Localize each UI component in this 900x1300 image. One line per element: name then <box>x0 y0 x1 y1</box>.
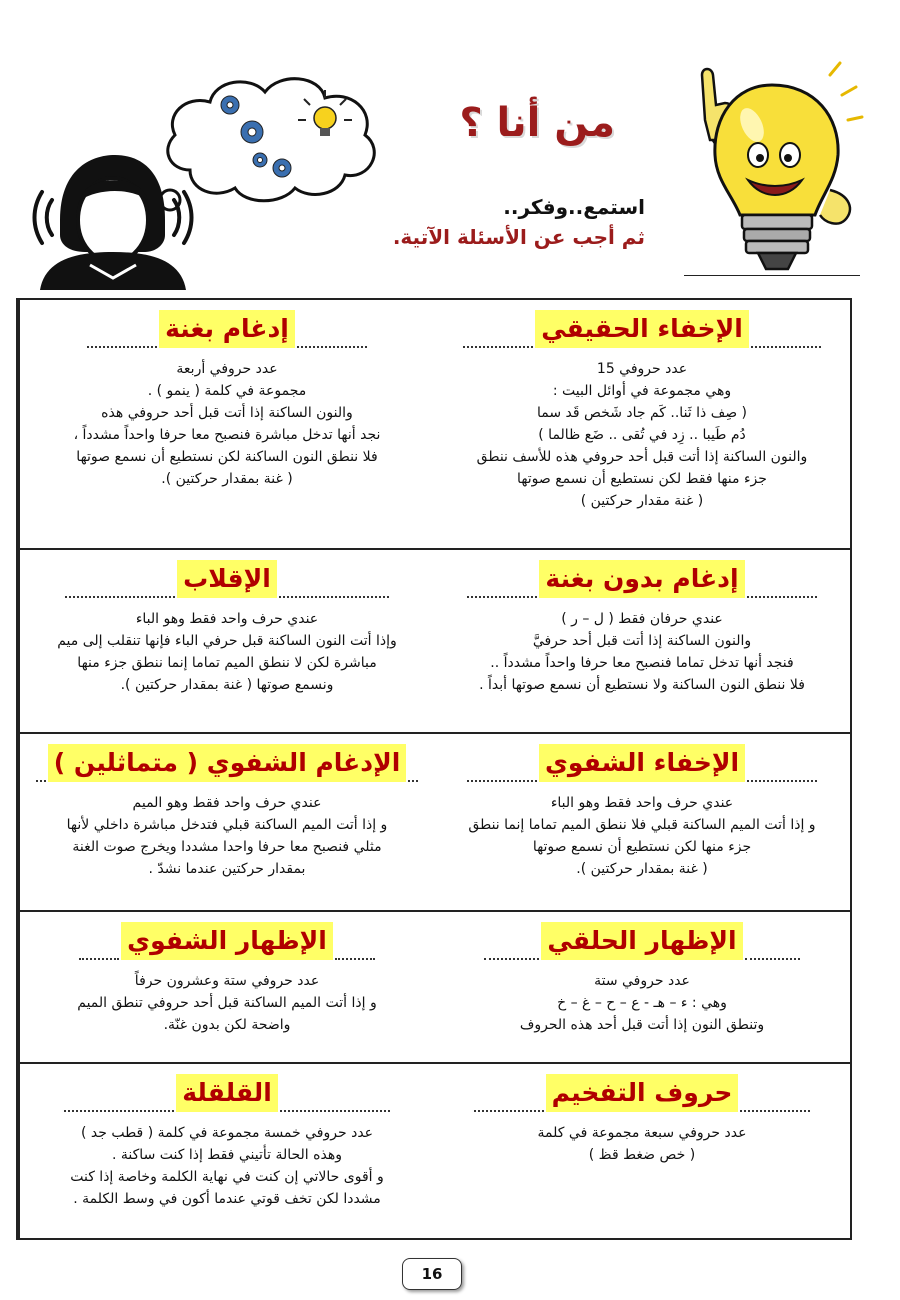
answer-blank <box>297 322 367 348</box>
page-title: من أنا ؟ <box>459 100 615 146</box>
card-line: والنون الساكنة إذا أتت قبل أحد حرفيَّ <box>532 633 752 649</box>
card-body <box>34 1122 420 1210</box>
answer-blank <box>79 934 119 960</box>
card-line: وهذه الحالة تأتيني فقط إذا كنت ساكنة . <box>112 1147 342 1163</box>
card-idgham-no-ghunna <box>434 550 850 732</box>
card-body <box>34 608 420 696</box>
card-line: و إذا أتت الميم الساكنة قبلي فتدخل مباشرة داخلي لأنها <box>66 817 388 833</box>
card-izhar-halqi <box>434 912 850 1062</box>
card-body <box>448 608 836 696</box>
card-line: فلا ننطق النون الساكنة ولا نستطيع أن نسمع صوتها أبداً . <box>479 677 805 693</box>
card-qalqala <box>18 1064 434 1238</box>
card-body <box>34 970 420 1036</box>
card-line: عندي حرفان فقط ( ل – ر ) <box>561 611 723 627</box>
card-line: عندي حرف واحد فقط وهو الباء <box>135 611 319 627</box>
card-line: عدد حروفي خمسة مجموعة في كلمة ( قطب جد ) <box>80 1125 374 1141</box>
page-header <box>0 0 900 290</box>
card-line: وإذا أتت النون الساكنة قبل حرفي الباء فإنها تنقلب إلى ميم <box>57 633 397 649</box>
card-line: وهي مجموعة في أوائل البيت : <box>552 383 732 399</box>
thinking-person-illustration <box>20 60 390 290</box>
answer-blank <box>279 572 389 598</box>
answer-blank <box>36 756 46 782</box>
card-ikhfaa-haqiqi <box>434 300 850 548</box>
card-body <box>448 358 836 512</box>
card-line: بمقدار حركتين عندما نشدّ . <box>148 861 306 877</box>
card-izhar-shafawi <box>18 912 434 1062</box>
grid-row <box>18 550 850 734</box>
card-heading: إدغام بدون بغنة <box>539 560 744 598</box>
card-line: جزء منها لكن نستطيع أن نسمع صوتها <box>532 839 752 855</box>
card-line: جزء منها فقط لكن نستطيع أن نسمع صوتها <box>517 471 767 487</box>
card-line: والنون الساكنة إذا أتت قبل أحد حروفي هذه للأسف ننطق <box>476 449 808 465</box>
grid-row <box>18 734 850 912</box>
card-heading: الإدغام الشفوي ( متماثلين ) <box>48 744 407 782</box>
answer-blank <box>467 756 537 782</box>
answer-blank <box>474 1086 544 1112</box>
card-heading: حروف التفخيم <box>546 1074 739 1112</box>
card-body <box>34 358 420 490</box>
card-line: والنون الساكنة إذا أتت قبل أحد حروفي هذه <box>101 405 353 421</box>
card-line: عدد حروفي ستة <box>594 973 690 989</box>
card-heading: الإخفاء الشفوي <box>539 744 745 782</box>
card-body <box>448 970 836 1036</box>
answer-blank <box>65 572 175 598</box>
answer-blank <box>408 756 418 782</box>
answer-blank <box>484 934 539 960</box>
card-line: ( خص ضغط قظ ) <box>588 1147 696 1163</box>
card-idgham-ghunna <box>18 300 434 548</box>
card-heading: الإخفاء الحقيقي <box>535 310 749 348</box>
divider <box>684 275 860 276</box>
card-heading: الإظهار الشفوي <box>121 922 333 960</box>
answer-blank <box>335 934 375 960</box>
card-heading: إدغام بغنة <box>159 310 295 348</box>
card-body <box>448 792 836 880</box>
card-heading: الإقلاب <box>177 560 277 598</box>
instruction-line-2: ثم أجب عن الأسئلة الآتية. <box>392 225 645 249</box>
card-line: عدد حروفي ستة وعشرون حرفاً <box>134 973 320 989</box>
card-line: و إذا أتت الميم الساكنة قبلي فلا ننطق الميم تماما إنما ننطق <box>468 817 816 833</box>
card-heading: الإظهار الحلقي <box>541 922 742 960</box>
card-line: فلا ننطق النون الساكنة لكن نستطيع أن نسمع صوتها <box>76 449 378 465</box>
card-line: و إذا أتت الميم الساكنة قبل أحد حروفي تنطق الميم <box>77 995 377 1011</box>
card-iqlab <box>18 550 434 732</box>
card-line: دُم طَيبا .. زِد في تُقى .. ضَع ظالما ) <box>538 427 746 443</box>
card-line: مباشرة لكن لا ننطق الميم تماما إنما ننطق جزء منها <box>77 655 377 671</box>
card-line: مشددا لكن تخف قوتي عندما أكون في وسط الكلمة . <box>73 1191 381 1207</box>
card-body <box>448 1122 836 1166</box>
grid-row <box>18 1064 850 1238</box>
answer-blank <box>747 756 817 782</box>
page-number: 16 <box>402 1258 462 1290</box>
card-line: مثلي فنصبح معا حرفا واحدا مشددا ويخرج صوت الغنة <box>72 839 382 855</box>
rules-grid <box>16 298 852 1240</box>
answer-blank <box>467 572 537 598</box>
instruction-line-1: استمع..وفكر.. <box>503 195 645 219</box>
card-tafkhim <box>434 1064 850 1238</box>
card-line: عدد حروفي 15 <box>596 361 688 377</box>
card-line: و أقوى حالاتي إن كنت في نهاية الكلمة وخاصة إذا كنت <box>70 1169 384 1185</box>
card-line: عدد حروفي أربعة <box>176 361 278 377</box>
instruction-text <box>393 192 645 252</box>
card-line: ( غنة بمقدار حركتين ). <box>161 471 293 487</box>
card-line: وتنطق النون إذا أتت قبل أحد هذه الحروف <box>519 1017 765 1033</box>
grid-row <box>18 300 850 550</box>
card-line: ونسمع صوتها ( غنة بمقدار حركتين ). <box>120 677 334 693</box>
card-line: مجموعة في كلمة ( ينمو ) . <box>147 383 307 399</box>
card-line: عندي حرف واحد فقط وهو الميم <box>132 795 322 811</box>
card-line: ( صِف ذا ثَنا.. كَم جاد شَخص قَد سما <box>536 405 748 421</box>
grid-row <box>18 912 850 1064</box>
cartoon-bulb-illustration <box>680 55 865 280</box>
answer-blank <box>740 1086 810 1112</box>
answer-blank <box>745 934 800 960</box>
answer-blank <box>87 322 157 348</box>
card-line: ( غنة مقدار حركتين ) <box>580 493 704 509</box>
answer-blank <box>751 322 821 348</box>
card-body <box>34 792 420 880</box>
card-line: عندي حرف واحد فقط وهو الباء <box>550 795 734 811</box>
card-line: نجد أنها تدخل مباشرة فنصبح معا حرفا واحداً مشدداً ، <box>73 427 381 443</box>
card-ikhfaa-shafawi <box>434 734 850 910</box>
answer-blank <box>463 322 533 348</box>
answer-blank <box>280 1086 390 1112</box>
card-idgham-shafawi <box>18 734 434 910</box>
card-line: عدد حروفي سبعة مجموعة في كلمة <box>537 1125 747 1141</box>
card-line: واضحة لكن بدون غنّة. <box>163 1017 291 1033</box>
card-line: فنجد أنها تدخل تماما فنصبح معا حرفا واحداً مشدداً .. <box>490 655 794 671</box>
card-line: ( غنة بمقدار حركتين ). <box>576 861 708 877</box>
answer-blank <box>64 1086 174 1112</box>
card-heading: القلقلة <box>176 1074 278 1112</box>
card-line: وهي : ء – هـ - ع – ح – غ – خ <box>557 995 727 1011</box>
answer-blank <box>747 572 817 598</box>
